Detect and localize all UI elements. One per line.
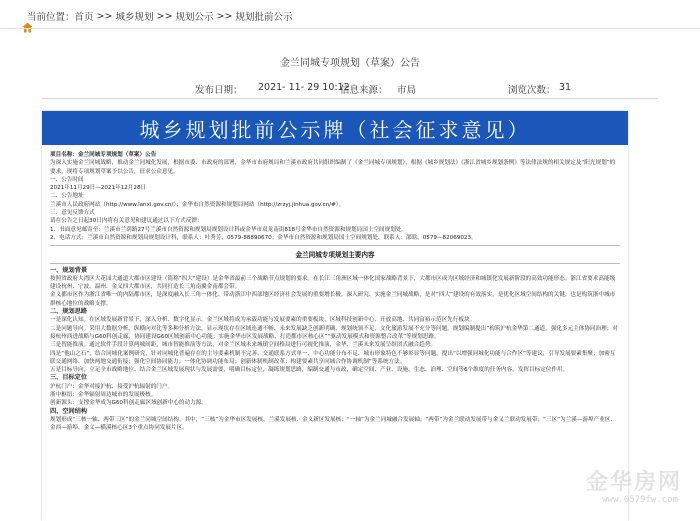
breadcrumb-divider xyxy=(0,28,700,29)
section-heading: 一、规划背景 xyxy=(50,266,88,274)
paragraph: 金义都市区作为浙江省唯一的内陆都市区，是深度融入长三角一体化、带动浙江中西部地区经济社会发展的重要增长极。深入研究、实施金兰同城战略，是对“四大”建设的有效落实，是优化区域空间结构的关键，也是构筑浙中城市群核心地位的战略支撑。 xyxy=(50,292,616,307)
source: 市局 xyxy=(397,85,417,96)
site-watermark xyxy=(564,463,682,513)
section-heading: 三、意见反馈方式 xyxy=(50,210,95,217)
section-heading: 二、公告地址 xyxy=(50,193,84,200)
meta-divider xyxy=(42,98,658,99)
notice-banner: 城乡规划批前公示牌（社会征求意见） xyxy=(42,111,628,145)
paragraph: 按照省政府大湾区大花园大通道大都市区建设（简称“四大”建设）是金华省最前三个战略节点规划的要求。在长江三角洲区域一体化国家战略背景下，大都市区成为区域经济和城镇化发展新阶段的高效功能形态。浙江省要求高能级建设杭州、宁波、温州、金义四大都市区，共同打造长三角南翼金南都会带。 xyxy=(50,275,616,291)
views-label: 浏览次数： xyxy=(508,85,556,96)
notice-address: 兰溪市人民政府网站（http://www.lanxi.gov.cn/）；金华市自然资源和规划局网站（http://zrzyj.jinhua.gov.cn/#）。 xyxy=(50,201,345,208)
crumb-separator: >> xyxy=(93,10,116,22)
notice-content xyxy=(42,145,628,433)
paragraph: 浙中枢纽：金华辐射周边城市的发展极核。 xyxy=(50,392,157,399)
notice-period: 2021年11月29日—2021年12月28日 xyxy=(50,185,147,192)
paragraph: 四是“他山之石”，结合同城化案例研究，针对同城化普遍存在的主导要素机制不完善、交通联系方式单一、中心功能分布不足、城市形象特色不够彰显等问题，提出“以增强同城化功能与合作区”等建议，引导发展要素集聚；加密互联交通网络，加快两地交通衔接；强化空间协同能力；一体化协调功能布局；创新体制机制改革；构建要素共享同城合作协调机制“等系统方法。 xyxy=(50,350,616,365)
breadcrumb xyxy=(10,8,292,24)
intro-text: 为深入实施金兰同城战略，推动金兰同城化发展，根据市委、市政府的部署，金华市市府规局和兰溪市政府共同组织编制了《金兰同城专项规划》，根据《城乡规划法》《浙江省城乡规划条例》等法律法规的相关规定及“阳光规划”的要求，现将专项规划草案予以公告，征求公众意见。 xyxy=(50,160,616,175)
content-divider xyxy=(50,263,620,264)
feedback-phone: 2、电话方式：兰溪市自然资源和规划局规划设计科，联系人：叶秀芳，0579-88890670；金华市自然资源和规划局国土空间规划处，联系人：邵晗，0579—82069023。 xyxy=(50,234,477,241)
notice-board-image xyxy=(42,111,628,521)
feedback-mail: 1、书面意见邮寄至：兰溪市兰荫路27号兰溪市自然资源和规划局规划设计科或金华市双龙南街818号金华市自然资源和规划局国土空间规划处。 xyxy=(50,226,407,233)
content-title: 金兰同城专项规划主要内容 xyxy=(295,251,375,260)
paragraph: 创新源头：支撑金华成为G60科创走廊区域创新中心的动力源。 xyxy=(50,400,207,407)
paragraph: 一是深化认知。在区域发展新背景下，深入分析、数字化显示，金兰区域将成为承载功能与发展要素的重要板块，区域科技创新中心、开放高地、共同富裕示范区先行板块。 xyxy=(50,317,476,324)
paragraph: 沪杭门户：金华对接沪杭、接受沪杭辐射的门户。 xyxy=(50,383,174,390)
project-label: 项目名称： xyxy=(50,152,78,158)
views-count: 31 xyxy=(559,82,572,93)
breadcrumb-prefix: 当前位置： xyxy=(27,12,75,23)
article-title: 金兰同城专项规划（草案）公告 xyxy=(280,58,420,69)
crumb-separator: >> xyxy=(153,10,176,22)
section-heading: 一、公告时间 xyxy=(50,176,84,183)
feedback-intro: 请在公告之日起30日内将有关意见和建议通过以下方式反馈： xyxy=(50,218,203,225)
crumb-separator: >> xyxy=(213,10,236,22)
publish-date: 2021- 11- 29 10:12 xyxy=(258,82,350,93)
watermark-url: www.0579fw.com xyxy=(602,495,678,505)
publish-date-label: 发布日期： xyxy=(195,85,243,96)
section-heading: 二、规划思路 xyxy=(50,308,88,316)
paragraph: 五是目标导向，立足全市战略地位、结合金兰区域发展现状与发展需要，明确目标定位，凝练规划思路，编制交通与市政，确定空间、产业、设施、生态、治理、空间等6个维度的任务内容。发挥目标定位作用。 xyxy=(50,367,569,374)
content-divider xyxy=(50,245,620,246)
project-name: 金兰同城专项规划（草案）公告 xyxy=(77,152,157,158)
section-heading: 四、空间结构 xyxy=(50,407,88,415)
crumb-home[interactable]: 首页 xyxy=(74,12,94,23)
crumb-pre-approval-notice[interactable]: 规划批前公示 xyxy=(235,12,293,23)
paragraph: 三是智能推演。通过软件手段计算两城间距，城市智能推演等方法，对金兰区域未来城镇空间格局进行可视化推演，金华、兰溪未来发展呈组团式融合趋势。 xyxy=(50,342,436,349)
paragraph: 规划形成“三核一轴、两带三区”的金兰同城空间结构。其中，“三核”为金华市区发展核、兰溪发展核、金义新区发展核；“一轴”为金兰同城融合发展轴；“两带”为金兰联动发展带与金义兰联动发展带；“三区”为兰溪—游埠产业区、金西—游埠、金义—横溪核心区3个重点协同发展片区。 xyxy=(50,416,616,432)
home-icon xyxy=(10,11,21,22)
crumb-planning-notice[interactable]: 规划公示 xyxy=(175,12,214,23)
crumb-urban-planning[interactable]: 城乡规划 xyxy=(115,12,154,23)
section-heading: 三、目标定位 xyxy=(50,374,88,382)
source-label: 信息来源： xyxy=(340,85,388,96)
paragraph: 二是问题导向。采用大数据分析、纵横向对比等多种分析方法，显示现状存在区域连通不畅、未来发展缺乏创新明确、规划统领不足、文化旅游发展不充分等问题。规划编制提出“构筑沪杭金华第二通道，强化多元主体协同治理；对接杭州西进战略与G60科创走廊，协同建设G60区域创新中心功能；实施金华市区发展战略、打造都市区核心区”“驱动发展模式和资源整合改革”等规划思路。 xyxy=(50,325,618,340)
watermark-text: 金华房网 xyxy=(585,469,682,495)
